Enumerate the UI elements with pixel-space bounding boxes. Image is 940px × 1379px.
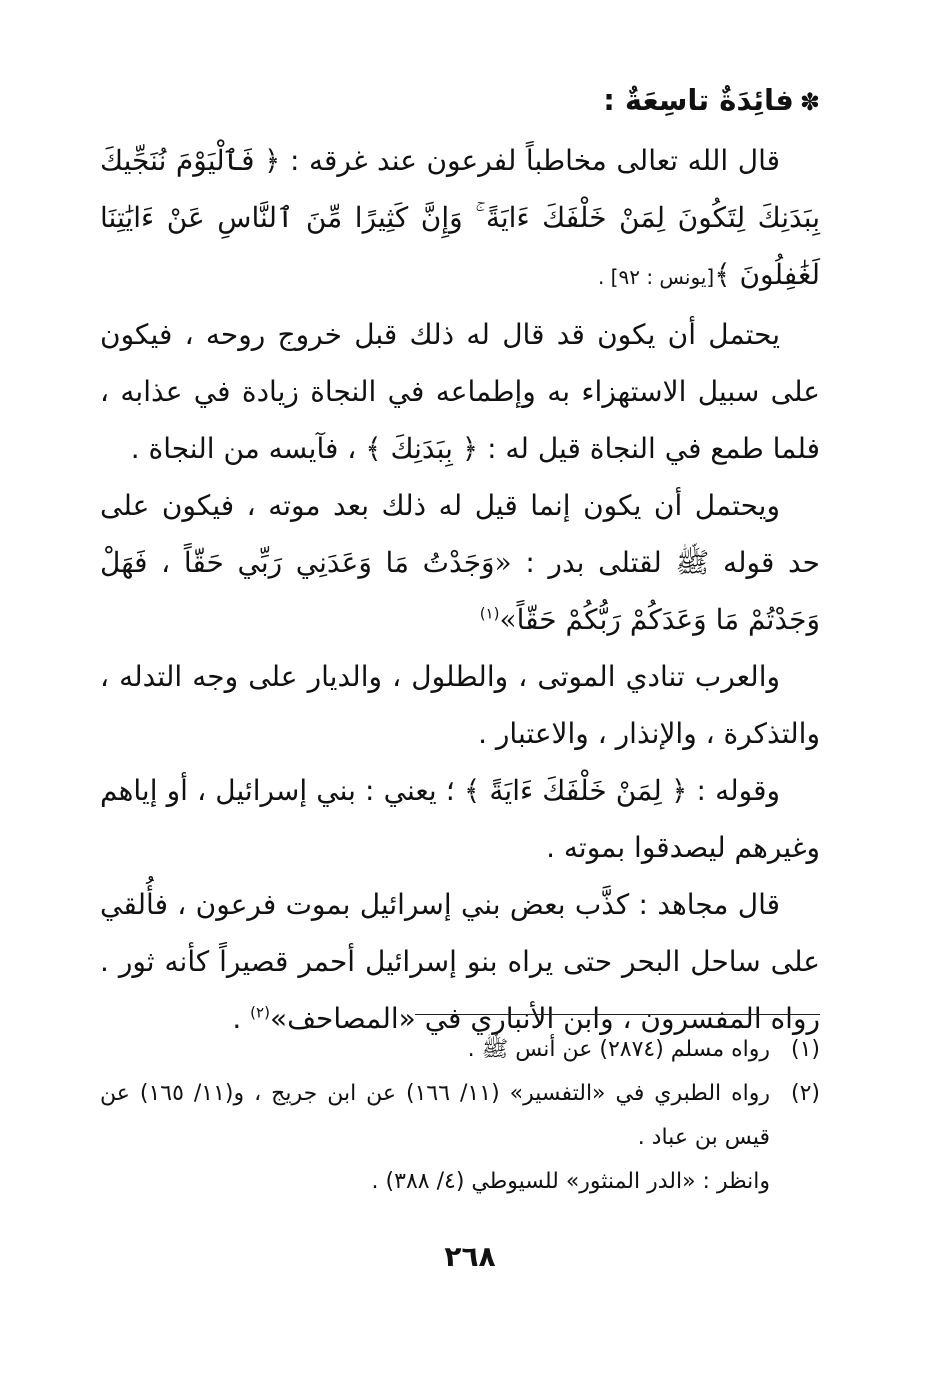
quran-phrase: ﴿ لِمَنْ خَلْفَكَ ءَايَةً ﴾ — [463, 774, 688, 807]
paragraph-text: قال مجاهد : كذَّب بعض بني إسرائيل بموت فرعون ، فأُلقي على ساحل البحر حتى يراه بنو إسرائيل أحمر قصيراً كأنه ثور . رواه المفسرون ، وابن الأنباري في «المصاحف» — [100, 888, 820, 1035]
footnote-marker-1[interactable]: (١) — [479, 604, 500, 623]
paragraph-text-end: ، فآيسه من النجاة . — [130, 432, 366, 465]
intro-text: قال الله تعالى مخاطباً لفرعون عند غرقه : — [280, 144, 780, 177]
paragraph-text-end: . — [232, 1002, 251, 1035]
footnote-text: رواه مسلم (٢٨٧٤) عن أنس ﷺ . — [467, 1037, 770, 1062]
footnote-2 — [100, 1072, 820, 1160]
page-number: ٢٦٨ — [444, 1240, 496, 1273]
footnote-number: (٢) — [790, 1081, 820, 1106]
paragraph-text-end: ؛ يعني : بني إسرائيل ، أو إياهم وغيرهم ليصدقوا بموته . — [100, 774, 820, 864]
paragraph-text: وقوله : — [687, 774, 780, 807]
quran-verse: ﴿ فَٱلْيَوْمَ نُنَجِّيكَ بِبَدَنِكَ لِتَكُونَ لِمَنْ خَلْفَكَ ءَايَةً ۚ وَإِنَّ كَثِيرًا مِّنَ ٱلنَّاسِ عَنْ ءَايَٰتِنَا لَغَٰفِلُونَ ﴾ — [100, 144, 820, 291]
paragraph-mujahid — [100, 876, 820, 1047]
paragraph-second-interpretation — [100, 477, 820, 648]
footnote-marker-2[interactable]: (٢) — [250, 1003, 270, 1022]
footnote-number: (١) — [790, 1037, 820, 1062]
page-body — [100, 70, 820, 1047]
verse-reference: [يونس : ٩٢] . — [597, 265, 715, 289]
paragraph-first-interpretation — [100, 306, 820, 477]
footnotes-section — [100, 1028, 820, 1204]
paragraph-quran-citation — [100, 132, 820, 306]
asterisk-icon: ✽ — [799, 88, 820, 116]
footnote-text: رواه الطبري في «التفسير» (١١/ ١٦٦) عن ابن جريج ، و(١١/ ١٦٥) عن قيس بن عباد . — [100, 1081, 771, 1150]
footnote-1 — [100, 1028, 820, 1072]
hadith-quote: «وَجَدْتُ مَا وَعَدَنِي رَبِّي حَقّاً ، فَهَلْ وَجَدْتُمْ مَا وَعَدَكُمْ رَبُّكُمْ حَقّاً» — [100, 546, 820, 636]
footnote-text: وانظر : «الدر المنثور» للسيوطي (٤/ ٣٨٨) . — [371, 1169, 770, 1194]
footnote-2-continuation — [100, 1160, 820, 1204]
paragraph-meaning — [100, 762, 820, 876]
paragraph-text: والعرب تنادي الموتى ، والطلول ، والديار على وجه التدله ، والتذكرة ، والإنذار ، والاعتبار . — [100, 660, 820, 750]
paragraph-text: ويحتمل أن يكون إنما قيل له ذلك بعد موته ، فيكون على حد قوله ﷺ لقتلى بدر : — [100, 489, 820, 579]
paragraph-text: يحتمل أن يكون قد قال له ذلك قبل خروج روحه ، فيكون على سبيل الاستهزاء به وإطماعه في النجاة زيادة في عذابه ، فلما طمع في النجاة قيل له : — [100, 318, 820, 465]
heading-title: فائِدَةٌ تاسِعَةٌ : — [603, 83, 794, 117]
footnote-divider — [415, 1014, 820, 1015]
section-heading — [100, 70, 820, 132]
paragraph-arab-custom — [100, 648, 820, 762]
quran-word: ﴿ بِبَدَنِكَ ﴾ — [365, 432, 479, 465]
